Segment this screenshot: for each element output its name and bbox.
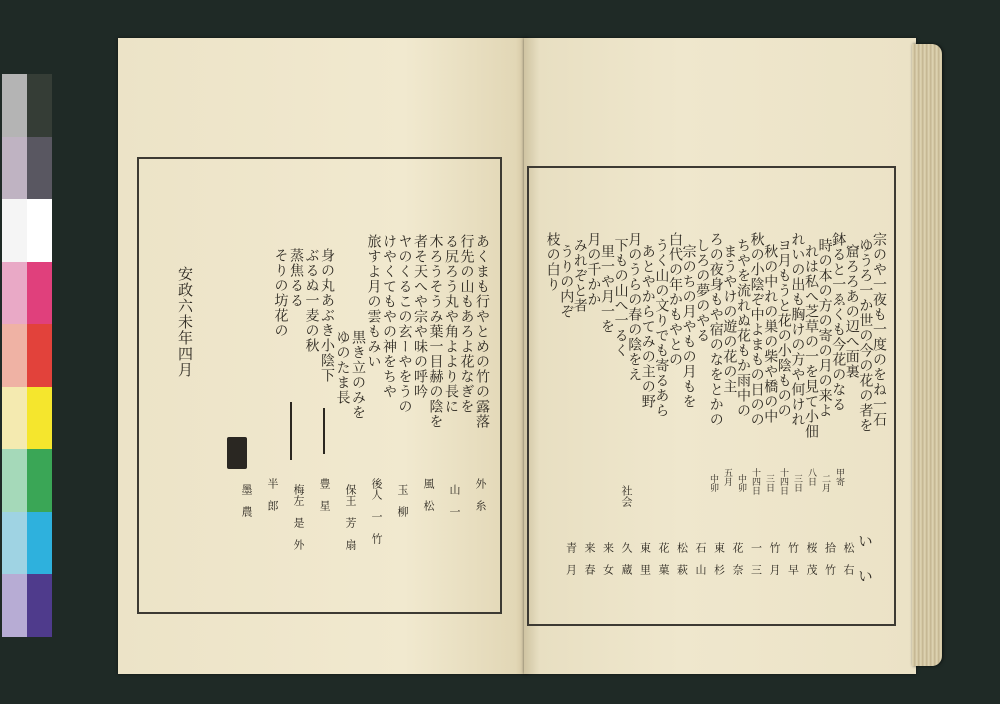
author-name: 青 月	[564, 542, 578, 575]
author-name: 松 萩	[675, 542, 689, 575]
margin-marks: い い	[856, 533, 874, 584]
author-name: 一 三	[749, 542, 763, 575]
color-swatch	[2, 387, 27, 450]
text-line: うく山の文りでも寄るあら	[653, 238, 670, 418]
text-line: ヨ月もうと花の小陰ものの	[775, 238, 792, 418]
author-name: 東 里	[638, 542, 652, 575]
color-swatch	[2, 199, 27, 262]
color-swatch	[2, 324, 27, 387]
text-line: 下もの山へ一るく	[612, 238, 629, 358]
author-name: 東 杉	[712, 542, 726, 575]
text-line: みれぞと者	[571, 238, 588, 313]
rating-note: 二月	[820, 474, 830, 492]
author-name: 石 山	[694, 542, 707, 575]
author-name: 竹 月	[768, 542, 781, 575]
poem-line: 黒き立のみを	[350, 330, 366, 420]
color-swatch	[27, 574, 52, 637]
author-name: 半 郎	[266, 478, 279, 511]
color-swatch	[2, 449, 27, 512]
poem-dash	[290, 402, 292, 460]
text-line: ゆうろ一か世の今の花の者を	[857, 238, 874, 433]
page-edges	[912, 44, 942, 666]
poem-line: ヤのくるこの玄ーやをうの	[396, 234, 413, 414]
text-line: 秋の中れの巣の柴や橋の中	[762, 244, 779, 424]
poem-dash	[323, 408, 325, 454]
color-swatch	[2, 512, 27, 575]
rating-note: 五月	[722, 468, 732, 486]
text-line: ちやを流れぬ花もか雨中の	[735, 238, 751, 418]
rating-note: 十四日	[778, 468, 788, 495]
color-swatch	[2, 262, 27, 325]
rating-note: 甲寄	[834, 468, 844, 486]
poem-line: そりの坊花の	[272, 248, 289, 338]
author-name: 拾 竹	[823, 542, 837, 575]
author-name: 墨 農	[240, 484, 253, 517]
text-line: しろの夢のやる	[694, 238, 711, 343]
author-name: 竹 早	[786, 542, 800, 575]
color-swatch	[27, 387, 52, 450]
text-line: 鉢ると一ゑくも今花のなる	[830, 232, 847, 412]
poem-line: けやくてもやの神をちや	[381, 234, 397, 399]
poem-line: る尻ろう丸や角よより長に	[443, 234, 459, 414]
author-name: 来 女	[601, 542, 615, 575]
text-line: 秋の小陰ぞ中よまもの日のの	[748, 232, 765, 427]
poem-line: 者そ天へや宗や味の呼吟	[412, 234, 428, 399]
author-name: 玉 柳	[396, 484, 409, 517]
poem-line: 木ろうそうみ葉一目赫の陰を	[427, 234, 444, 429]
author-name: 山 一	[448, 484, 461, 517]
text-line: あとやからてみの主の野	[639, 244, 656, 409]
author-name: 花 奈	[731, 542, 744, 575]
judge-label: 社会	[620, 485, 633, 507]
author-name: 豊 星	[318, 478, 331, 511]
poem-line: 旅すよ月の雲もみい	[365, 234, 382, 369]
text-line: 月のうらの春の陰をえ	[626, 232, 643, 382]
poem-line: 行先の山もあろよ花なぎを	[458, 234, 475, 414]
author-name: 来 春	[583, 542, 596, 575]
color-swatch	[2, 137, 27, 200]
date-line: 安政六未年四月	[176, 266, 194, 378]
poem-line: ゆのたま長	[334, 330, 351, 405]
text-line: ろの夜身もや宿のなをとかの	[707, 232, 724, 427]
poem-line: あくまも行やとめの竹の露落	[474, 234, 490, 429]
text-line: 宗のちの月やもの月もを	[680, 244, 697, 409]
text-line: 里一や月一を	[599, 244, 615, 334]
text-line: まうやけの遊の花の主	[721, 244, 738, 394]
rating-note: 中卯	[736, 474, 746, 492]
color-swatch	[2, 574, 27, 637]
author-name: 後人 一 竹	[370, 478, 383, 544]
text-line: うりの内ぞ	[558, 244, 575, 319]
text-line: 時の本の方の寄の月の来よ	[816, 238, 833, 418]
seal-stamp	[227, 437, 247, 469]
rating-note: 三日	[764, 474, 774, 492]
author-name: 外 糸	[474, 478, 487, 511]
text-line: 月の千かか	[585, 232, 602, 307]
text-line: れいの出も胸けの方や何けれ	[789, 232, 806, 427]
color-swatch	[27, 74, 52, 137]
author-name: 花 菓	[657, 542, 670, 575]
color-calibration-strip	[2, 74, 52, 637]
text-line: 宗のや一夜も一度のをね一石	[871, 232, 887, 427]
author-name: 松 右	[842, 542, 855, 575]
author-name: 保王 芳 扇	[344, 484, 357, 550]
color-swatch	[27, 324, 52, 387]
rating-note: 三日	[792, 474, 802, 492]
text-line: 枝の白り	[544, 232, 561, 292]
text-line: 窟ろろあの辺へ面裏	[843, 244, 860, 379]
author-name: 桜 茂	[805, 542, 818, 575]
color-swatch	[27, 199, 52, 262]
color-swatch	[27, 137, 52, 200]
author-name: 梅左 是 外	[292, 484, 305, 550]
author-name: 風 松	[422, 478, 435, 511]
rating-note: 八日	[806, 468, 816, 486]
rating-note: 十四日	[750, 468, 760, 495]
color-swatch	[27, 449, 52, 512]
color-swatch	[27, 262, 52, 325]
color-swatch	[2, 74, 27, 137]
poem-line: 蒸焦るる	[288, 248, 304, 308]
author-name: 久 蔵	[620, 542, 633, 575]
text-line: れは私へ芝草の一を見て小佃	[803, 244, 819, 439]
poem-line: ぶるぬ一麦の秋	[303, 248, 320, 353]
rating-note: 中卯	[708, 474, 718, 492]
text-line: 白代の年かもやとの	[667, 232, 683, 367]
poem-line: 身の丸あぶき小陰下	[319, 248, 335, 383]
color-swatch	[27, 512, 52, 575]
